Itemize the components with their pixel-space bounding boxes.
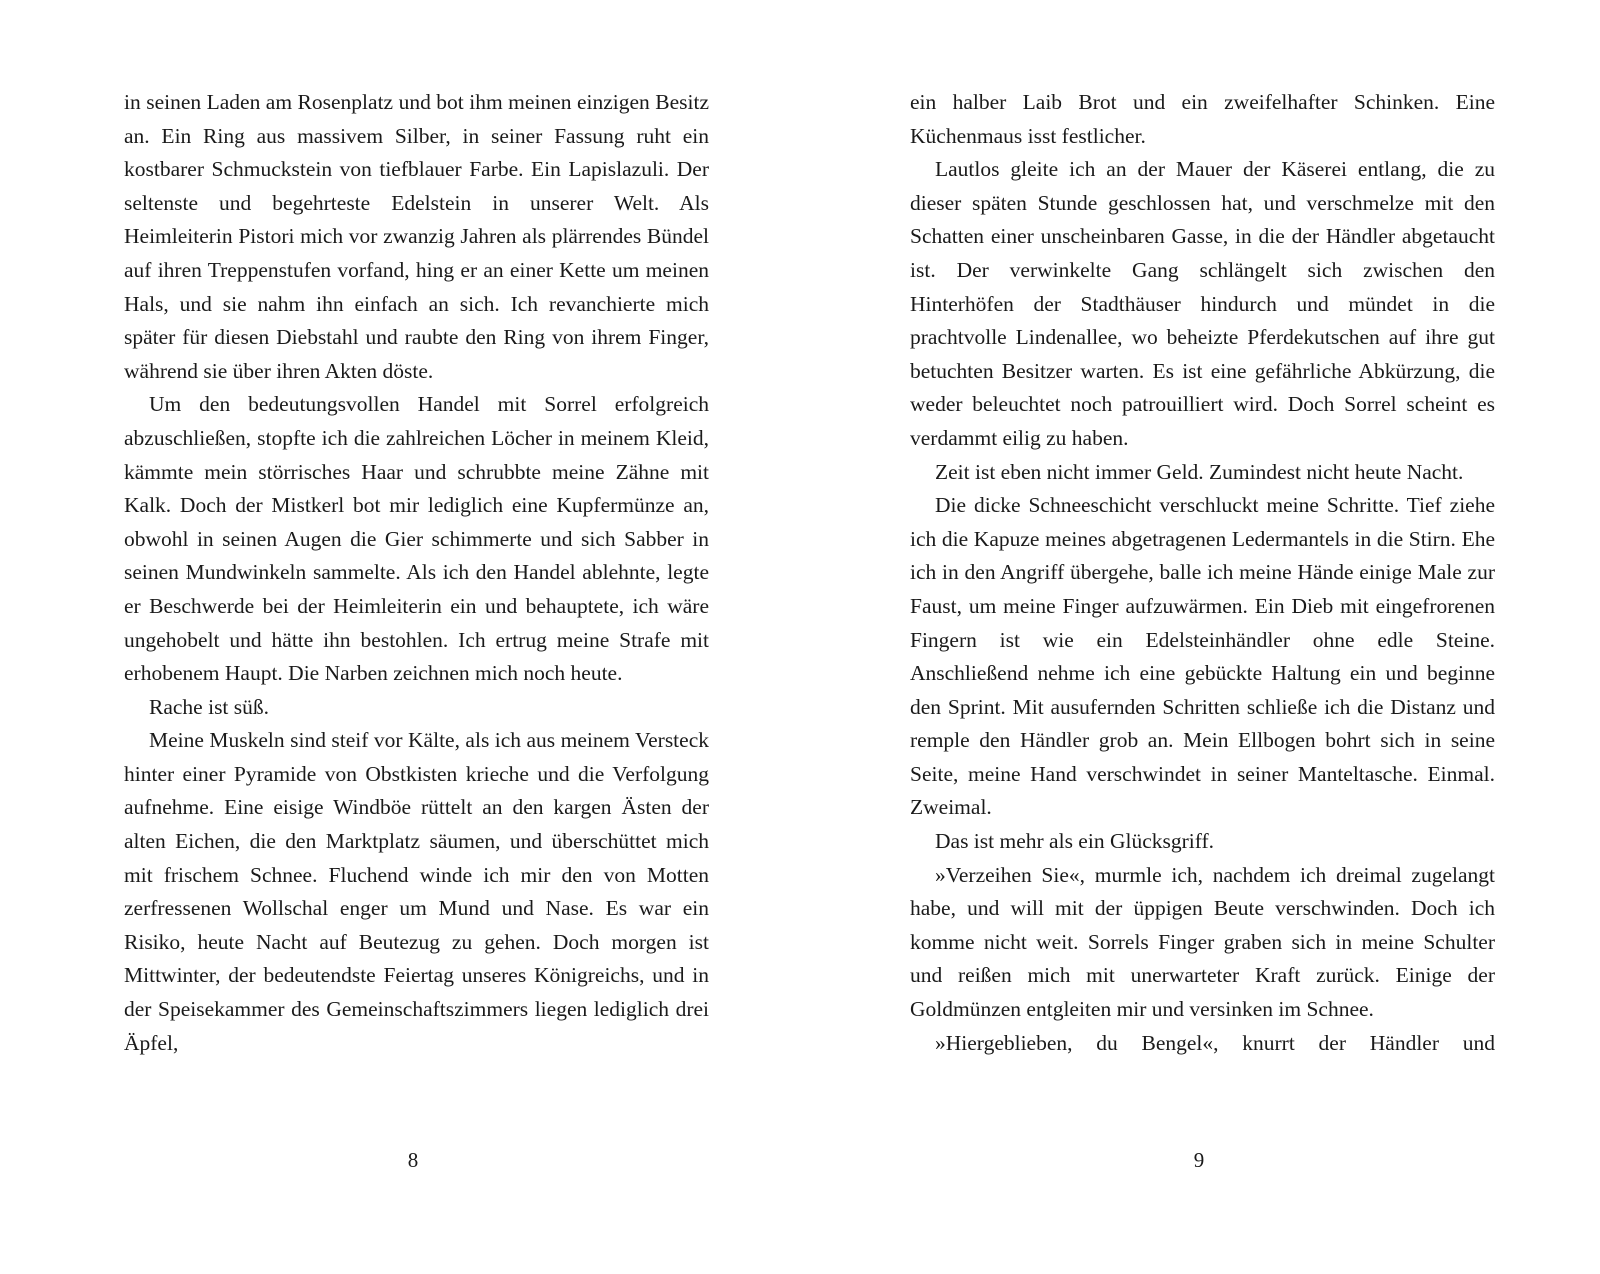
paragraph: in seinen Laden am Rosenplatz und bot ihm meinen einzigen Besitz an. Ein Ring aus massivem Silber, in seiner Fassung ruht ein kostbarer Schmuckstein von tiefblauer Farbe. Ein Lapislazuli. Der seltenste und begehrteste Edelstein in unserer Welt. Als Heimleiterin Pistori mich vor zwanzig Jahren als plärrendes Bündel auf ihren Treppenstufen vorfand, hing er an einer Kette um meinen Hals, und sie nahm ihn einfach an sich. Ich revanchierte mich später für diesen Diebstahl und raubte den Ring von ihrem Finger, während sie über ihren Akten döste. <box>124 90 709 383</box>
left-page <box>124 86 709 1060</box>
paragraph: Um den bedeutungsvollen Handel mit Sorrel erfolgreich abzuschließen, stopfte ich die zahlreichen Löcher in meinem Kleid, kämmte mein störrisches Haar und schrubbte meine Zähne mit Kalk. Doch der Mistkerl bot mir lediglich eine Kupfermünze an, obwohl in seinen Augen die Gier schimmerte und sich Sabber in seinen Mundwinkeln sammelte. Als ich den Handel ablehnte, legte er Beschwerde bei der Heimleiterin ein und behauptete, ich wäre ungehobelt und hätte ihn bestohlen. Ich ertrug meine Strafe mit erhobenem Haupt. Die Narben zeichnen mich noch heute. <box>124 392 709 686</box>
right-page-text <box>910 86 1495 1060</box>
paragraph: Zeit ist eben nicht immer Geld. Zumindest nicht heute Nacht. <box>935 459 1464 484</box>
paragraph: Lautlos gleite ich an der Mauer der Käserei entlang, die zu dieser späten Stunde geschlossen hat, und verschmelze mit den Schatten einer unscheinbaren Gasse, in die der Händler abgetaucht ist. Der verwinkelte Gang schlängelt sich zwischen den Hinterhöfen der Stadthäuser hindurch und mündet in die prachtvolle Lindenallee, wo beheizte Pferdekutschen auf ihre gut betuchten Besitzer warten. Es ist eine gefährliche Abkürzung, die weder beleuchtet noch patrouilliert wird. Doch Sorrel scheint es verdammt eilig zu haben. <box>910 157 1495 450</box>
paragraph: Das ist mehr als ein Glücksgriff. <box>935 829 1215 854</box>
paragraph: »Verzeihen Sie«, murmle ich, nachdem ich dreimal zugelangt habe, und will mit der üppigen Beute verschwinden. Doch ich komme nicht weit. Sorrels Finger graben sich in meine Schulter und reißen mich mit unerwarteter Kraft zurück. Einige der Goldmünzen entgleiten mir und versinken im Schnee. <box>910 862 1495 1022</box>
page-number-right: 9 <box>1193 1148 1205 1172</box>
left-page-text <box>124 86 709 1060</box>
paragraph: Die dicke Schneeschicht verschluckt meine Schritte. Tief ziehe ich die Kapuze meines abgetragenen Ledermantels in die Stirn. Ehe ich in den Angriff übergehe, balle ich meine Hände einige Male zur Faust, um meine Finger aufzuwärmen. Ein Dieb mit eingefrorenen Fingern ist wie ein Edelsteinhändler ohne edle Steine. Anschließend nehme ich eine gebückte Haltung ein und beginne den Sprint. Mit ausufernden Schritten schließe ich die Distanz und remple den Händler grob an. Mein Ellbogen bohrt sich in seine Seite, meine Hand verschwindet in seiner Manteltasche. Einmal. Zweimal. <box>910 493 1495 820</box>
paragraph: ein halber Laib Brot und ein zweifelhafter Schinken. Eine Küchenmaus isst festlicher. <box>910 90 1495 148</box>
paragraph: »Hiergeblieben, du Bengel«, knurrt der Händler und <box>935 1030 1495 1055</box>
right-page <box>910 86 1495 1060</box>
paragraph: Meine Muskeln sind steif vor Kälte, als ich aus meinem Versteck hinter einer Pyramide von Obstkisten krieche und die Verfolgung aufnehme. Eine eisige Windböe rüttelt an den kargen Ästen der alten Eichen, die den Marktplatz säumen, und überschüttet mich mit frischem Schnee. Fluchend winde ich mir den von Motten zerfressenen Wollschal enger um Mund und Nase. Es war ein Risiko, heute Nacht auf Beutezug zu gehen. Doch morgen ist Mittwinter, der bedeutendste Feiertag unseres Königreichs, und in der Speisekammer des Gemeinschaftszimmers liegen lediglich drei Äpfel, <box>124 728 709 1055</box>
page-number-left: 8 <box>407 1148 419 1172</box>
paragraph: Rache ist süß. <box>149 694 270 719</box>
